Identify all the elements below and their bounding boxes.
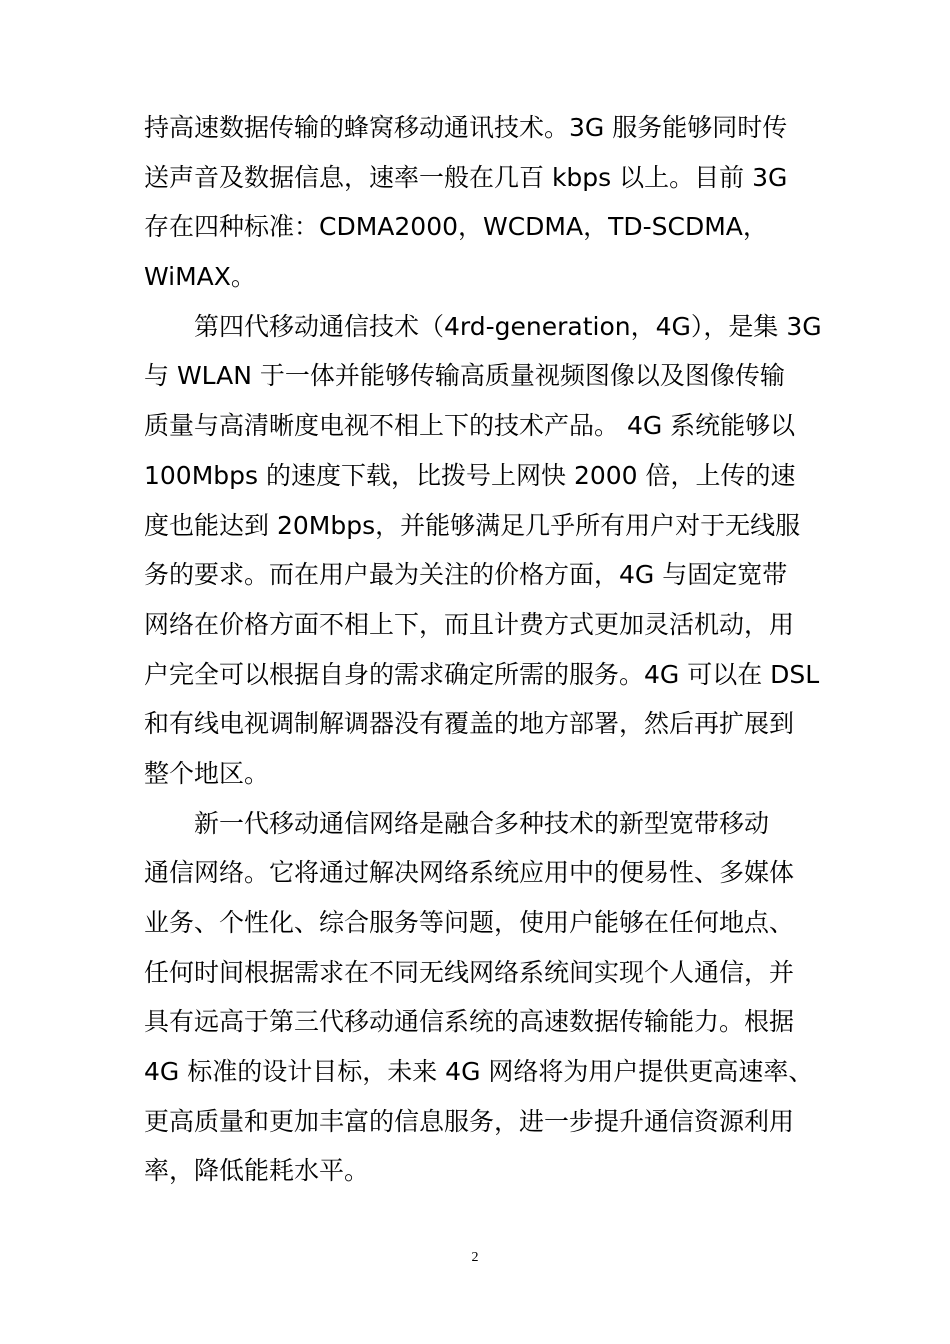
text-line: 和有线电视调制解调器没有覆盖的地方部署，然后再扩展到 [144,709,795,739]
text-line: 务的要求。而在用户最为关注的价格方面，4G 与固定宽带 [144,560,788,590]
text-line: 送声音及数据信息，速率一般在几百 kbps 以上。目前 3G [144,162,788,192]
text-line: 通信网络。它将通过解决网络系统应用中的便易性、多媒体 [144,858,795,888]
text-line: 度也能达到 20Mbps，并能够满足几乎所有用户对于无线服 [144,510,801,540]
text-line: 具有远高于第三代移动通信系统的高速数据传输能力。根据 [144,1007,795,1037]
text-line: 持高速数据传输的蜂窝移动通讯技术。3G 服务能够同时传 [144,113,788,142]
text-line: 整个地区。 [144,758,270,788]
text-line: 质量与高清晰度电视不相上下的技术产品。 4G 系统能够以 [144,411,796,441]
text-line: 业务、个性化、综合服务等问题，使用户能够在任何地点、 [144,908,795,937]
text-line: 任何时间根据需求在不同无线网络系统间实现个人通信，并 [144,957,795,987]
paragraph-first-line: 第四代移动通信技术（4rd-generation，4G），是集 3G [194,311,822,341]
text-line: 网络在价格方面不相上下，而且计费方式更加灵活机动，用 [144,609,795,639]
text-line: WiMAX。 [144,262,256,292]
text-line: 率，降低能耗水平。 [144,1156,370,1186]
text-line: 更高质量和更加丰富的信息服务，进一步提升通信资源利用 [144,1106,795,1136]
text-line: 户完全可以根据自身的需求确定所需的服务。4G 可以在 DSL [144,659,820,689]
paragraph-first-line: 新一代移动通信网络是融合多种技术的新型宽带移动 [194,808,770,838]
text-line: 4G 标准的设计目标，未来 4G 网络将为用户提供更高速率、 [144,1057,814,1087]
body-text [144,103,834,1196]
text-line: 存在四种标准：CDMA2000，WCDMA，TD-SCDMA， [144,212,768,242]
page-number: 2 [471,1250,479,1265]
text-line: 100Mbps 的速度下载，比拨号上网快 2000 倍，上传的速 [144,460,796,490]
text-line: 与 WLAN 于一体并能够传输高质量视频图像以及图像传输 [144,361,785,391]
